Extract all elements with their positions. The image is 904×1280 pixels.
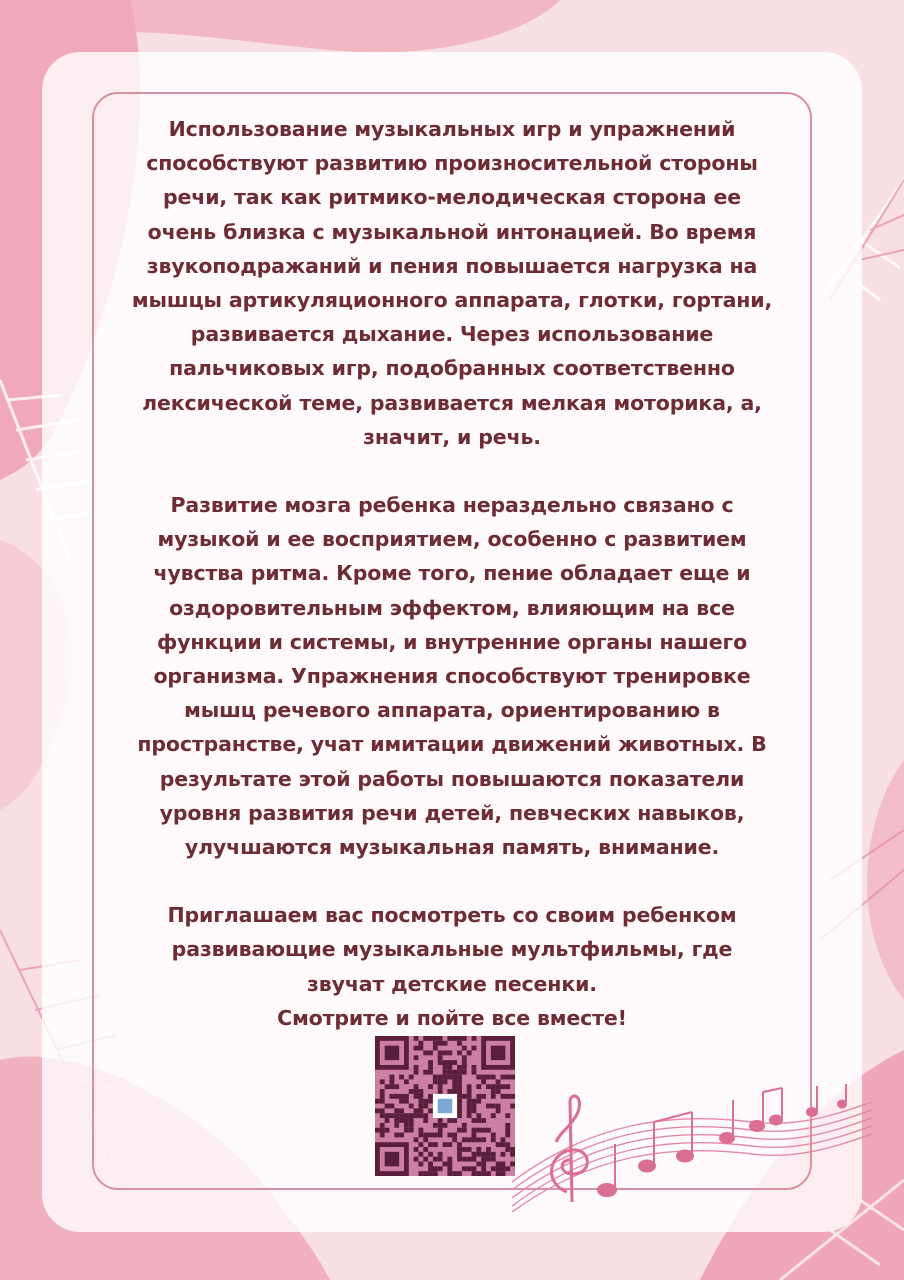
qr-code-icon[interactable] bbox=[375, 1036, 515, 1176]
article-text bbox=[92, 112, 812, 1035]
paragraph-invitation: Приглашаем вас посмотреть со своим ребенком развивающие музыкальные мультфильмы, где звучат детские песенки. Смотрите и пойте все вместе! bbox=[167, 903, 737, 1030]
paragraph-brain-development: Развитие мозга ребенка нераздельно связано с музыкой и ее восприятием, особенно с развитием чувства ритма. Кроме того, пение обладает еще и оздоровительным эффектом, влияющим на все функции и системы, и внутренние органы нашего организма. Упражнения способствуют тренировке мышц речевого аппарата, ориентированию в пространстве, учат имитации движений животных. В результате этой работы повышаются показатели уровня развития речи детей, певческих навыков, улучшаются музыкальная память, внимание. bbox=[137, 493, 767, 860]
music-staff-icon bbox=[512, 1082, 872, 1212]
paragraph-music-games: Использование музыкальных игр и упражнений способствуют развитию произносительной стороны речи, так как ритмико-мелодическая сторона ее очень близка с музыкальной интонацией. Во время звукоподражаний и пения повышается нагрузка на мышцы артикуляционного аппарата, глотки, гортани, развивается дыхание. Через использование пальчиковых игр, подобранных соответственно лексической теме, развивается мелкая моторика, а, значит, и речь. bbox=[131, 117, 773, 449]
